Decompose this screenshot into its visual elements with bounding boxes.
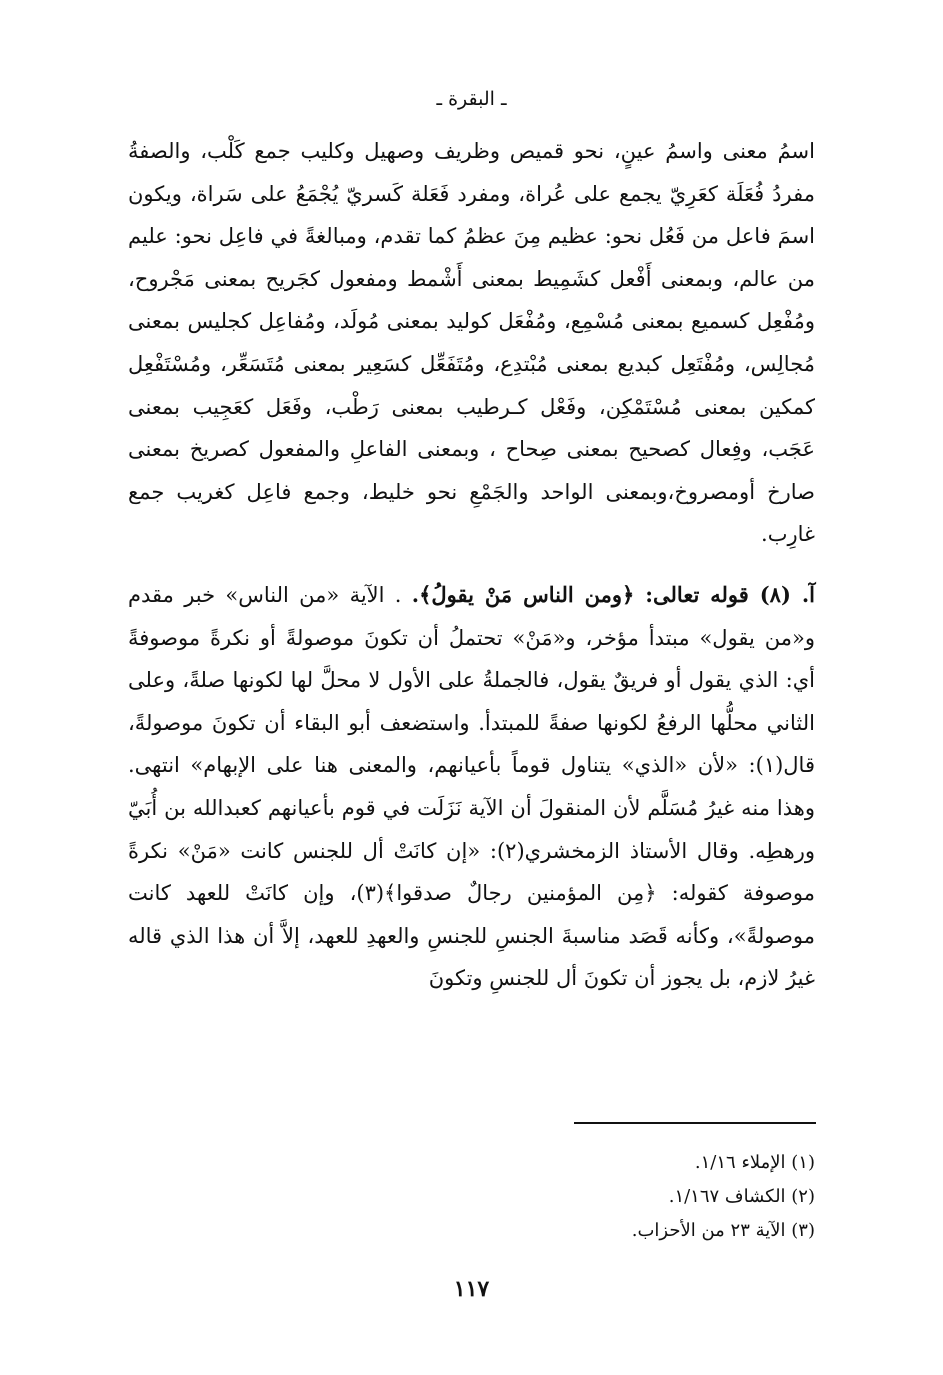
page-number: ١١٧: [453, 1276, 490, 1302]
verse-heading: آ. (٨) قوله تعالى: ﴿ومن الناس مَنْ يقولُ﴾.: [411, 581, 815, 607]
paragraph-2: [128, 574, 815, 1000]
footnotes: [128, 1146, 815, 1248]
running-header: ـ البقرة ـ: [436, 88, 507, 110]
main-text: [128, 130, 815, 1000]
paragraph-1: اسمُ معنى واسمُ عينٍ، نحو قميص وظريف وصهيل وكليب جمع كَلْب، والصفةُ مفردُ فُعَلَة كعَرِيّ يجمع على عُراة، ومفرد فَعَلة كَسريّ يُجْمَعُ على سَراة، ويكون اسمَ فاعل من فَعُل نحو: عظيم مِنَ عظمُ كما تقدم، ومبالغةً في فاعِل نحو: عليم من عالم، وبمعنى أَفْعل كشَمِيط بمعنى أَشْمط ومفعول كجَريح بمعنى مَجْروح، ومُفْعِل كسميع بمعنى مُسْمِع، ومُفْعَل كوليد بمعنى مُولَد، ومُفاعِل كجليس بمعنى مُجالِس، ومُفْتَعِل كبديع بمعنى مُبْتدِع، ومُتَفَعِّل كسَعِير بمعنى مُتَسَعِّر، ومُسْتَفْعِل كمكين بمعنى مُسْتَمْكِن، وفَعْل كـرطيب بمعنى رَطْب، وفَعَل كعَجِيب بمعنى عَجَب، وفِعال كصحيح بمعنى صِحاح ، وبمعنى الفاعلِ والمفعول كصريخ بمعنى صارخ أومصروخ،وبمعنى الواحد والجَمْعِ نحو خليط، وجمع فاعِل كغريب جمع غارِب.: [128, 139, 816, 547]
footnote-3: (٣) الآية ٢٣ من الأحزاب.: [631, 1220, 815, 1241]
footnote-1: (١) الإملاء ١/١٦.: [694, 1152, 815, 1173]
footnote-2: (٢) الكشاف ١/١٦٧.: [668, 1186, 815, 1207]
paragraph-2-text: . الآية «من الناس» خبر مقدم و«من يقول» مبتدأ مؤخر، و«مَنْ» تحتملُ أن تكونَ موصولةً أو نكرةً موصوفةً أي: الذي يقول أو فريقٌ يقول، فالجملةُ على الأول لا محلَّ لها لكونها صلةً، وعلى الثاني محلُّها الرفعُ لكونها صفةً للمبتدأ. واستضعف أبو البقاء أن تكونَ موصولةً، قال(١): «لأن «الذي» يتناول قوماً بأعيانهم، والمعنى هنا على الإبهام» انتهى. وهذا منه غيرُ مُسَلَّم لأن المنقولَ أن الآية نَزَلَت في قوم بأعيانهم كعبدالله بن أُبَيّ ورهطِه. وقال الأستاذ الزمخشري(٢): «إن كانَتْ أل للجنس كانت «مَنْ» نكرةً موصوفة كقوله: ﴿مِن المؤمنين رجالٌ صدقوا﴾(٣)، وإن كانَتْ للعهد كانت موصولةً»، وكأنه قَصَد مناسبةَ الجنسِ للجنسِ والعهدِ للعهد، إلاَّ أن هذا الذي قاله غيرُ لازم، بل يجوز أن تكونَ أل للجنسِ وتكونَ: [128, 582, 815, 991]
footnote-divider: [574, 1122, 816, 1124]
